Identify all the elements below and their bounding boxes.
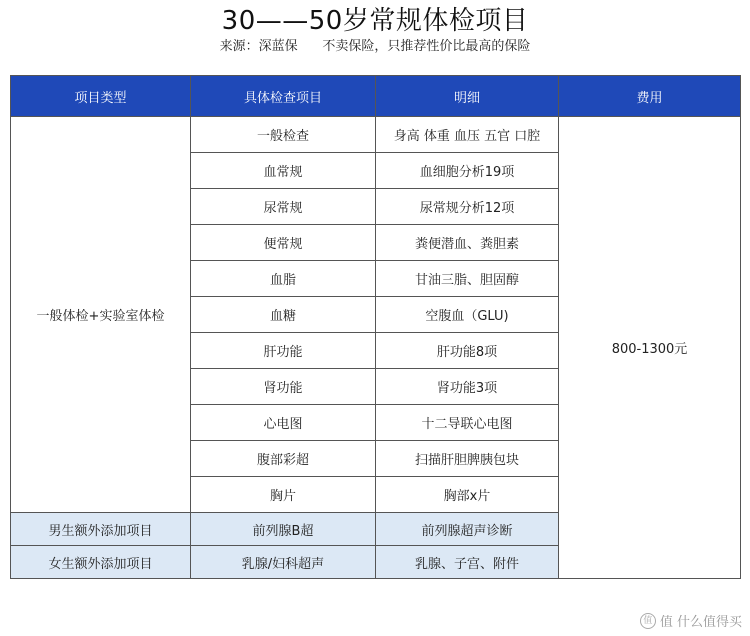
item-cell: 尿常规 xyxy=(191,189,376,225)
item-cell: 腹部彩超 xyxy=(191,441,376,477)
detail-cell: 肾功能3项 xyxy=(376,369,559,405)
checkup-table xyxy=(10,75,741,579)
item-cell: 一般检查 xyxy=(191,117,376,153)
header-detail: 明细 xyxy=(376,76,559,117)
detail-cell: 血细胞分析19项 xyxy=(376,153,559,189)
category-cell: 一般体检+实验室体检 xyxy=(11,117,191,513)
category-cell: 男生额外添加项目 xyxy=(11,513,191,546)
item-cell: 血常规 xyxy=(191,153,376,189)
detail-cell: 甘油三脂、胆固醇 xyxy=(376,261,559,297)
item-cell: 肝功能 xyxy=(191,333,376,369)
item-cell: 血糖 xyxy=(191,297,376,333)
detail-cell: 胸部x片 xyxy=(376,477,559,513)
detail-cell: 肝功能8项 xyxy=(376,333,559,369)
detail-cell: 十二导联心电图 xyxy=(376,405,559,441)
item-cell: 心电图 xyxy=(191,405,376,441)
item-cell: 胸片 xyxy=(191,477,376,513)
page-title: 30——50岁常规体检项目 xyxy=(221,6,529,36)
category-cell: 女生额外添加项目 xyxy=(11,546,191,579)
item-cell: 前列腺B超 xyxy=(191,513,376,546)
detail-cell: 空腹血（GLU) xyxy=(376,297,559,333)
detail-cell: 扫描肝胆脾胰包块 xyxy=(376,441,559,477)
detail-cell: 前列腺超声诊断 xyxy=(376,513,559,546)
watermark-text: 值 什么值得买 xyxy=(659,615,742,630)
detail-cell: 尿常规分析12项 xyxy=(376,189,559,225)
zhi-logo-icon: 值 xyxy=(640,613,656,629)
header-fee: 费用 xyxy=(559,76,741,117)
watermark xyxy=(640,611,742,630)
fee-cell: 800-1300元 xyxy=(559,117,741,579)
item-cell: 血脂 xyxy=(191,261,376,297)
detail-cell: 粪便潜血、粪胆素 xyxy=(376,225,559,261)
header-category: 项目类型 xyxy=(11,76,191,117)
table-row xyxy=(11,117,741,153)
item-cell: 便常规 xyxy=(191,225,376,261)
item-cell: 乳腺/妇科超声 xyxy=(191,546,376,579)
table-header-row xyxy=(11,76,741,117)
item-cell: 肾功能 xyxy=(191,369,376,405)
page-subtitle: 来源：深蓝保 不卖保险，只推荐性价比最高的保险 xyxy=(219,39,531,54)
header-item: 具体检查项目 xyxy=(191,76,376,117)
detail-cell: 乳腺、子宫、附件 xyxy=(376,546,559,579)
detail-cell: 身高 体重 血压 五官 口腔 xyxy=(376,117,559,153)
